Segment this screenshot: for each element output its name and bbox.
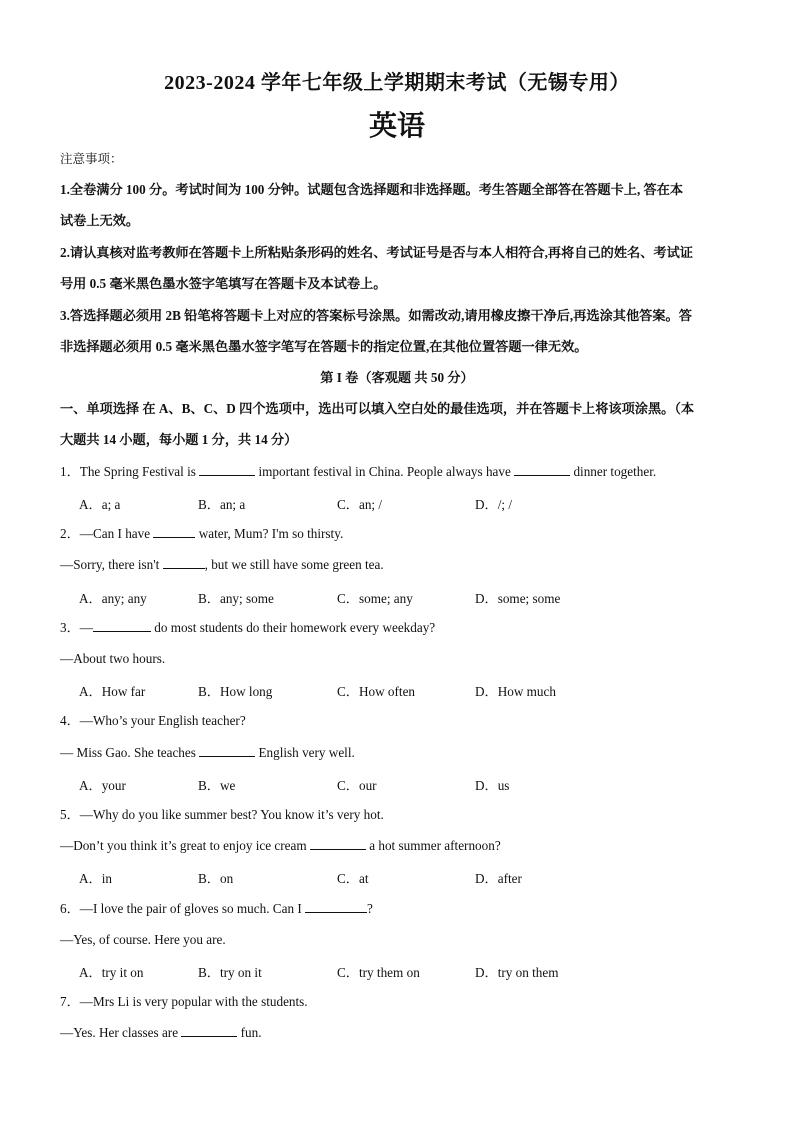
question-4-option-b: B．we: [198, 778, 236, 793]
question-4-line-2: [60, 744, 740, 762]
question-text: ?: [367, 901, 373, 916]
question-text: water, Mum? I'm so thirsty.: [195, 526, 344, 541]
question-2-line-1: [60, 525, 740, 543]
question-5-option-b: B．on: [198, 871, 234, 886]
question-6-option-a: A．try it on: [79, 965, 144, 980]
notice-item-1-line-1: 1.全卷满分 100 分。考试时间为 100 分钟。试题包含选择题和非选择题。考生答题全部答在答题卡上, 答在本: [60, 182, 684, 197]
question-text: —About two hours.: [60, 651, 166, 666]
question-1-line-1: [60, 463, 740, 481]
answer-blank: [305, 900, 367, 913]
section-title: 第 I 卷（客观题 共 50 分）: [320, 370, 474, 385]
question-5-line-1: [60, 806, 740, 824]
question-3-line-1: [60, 619, 740, 637]
notice-item-2-line-1: 2.请认真核对监考教师在答题卡上所粘贴条形码的姓名、考试证号是否与本人相符合,再将自己的姓名、考试证: [60, 245, 693, 260]
question-7-line-1: [60, 993, 740, 1011]
question-text: do most students do their homework every weekday?: [150, 620, 436, 635]
subject-title: 英语: [368, 111, 425, 142]
question-text: 3．—: [60, 620, 93, 635]
question-5-line-2: [60, 837, 740, 855]
question-text: —Sorry, there isn't: [60, 557, 163, 572]
question-text: — Miss Gao. She teaches: [60, 745, 200, 760]
answer-blank: [163, 556, 205, 569]
question-4-option-d: D．us: [475, 778, 510, 793]
question-text: fun.: [237, 1025, 262, 1040]
question-6-option-c: C．try them on: [337, 965, 420, 980]
answer-blank: [199, 744, 255, 757]
question-3-option-b: B．How long: [198, 684, 273, 699]
question-3-option-c: C．How often: [337, 684, 416, 699]
question-text: dinner together.: [570, 464, 657, 479]
notice-item-3-line-2: 非选择题必须用 0.5 毫米黑色墨水签字笔写在答题卡的指定位置,在其他位置答题一律无效。: [60, 339, 588, 354]
question-5-option-a: A．in: [79, 871, 112, 886]
question-1-option-d: D．/; /: [475, 497, 512, 512]
question-text: —Yes, of course. Here you are.: [60, 932, 226, 947]
question-5-option-d: D．after: [475, 871, 522, 886]
notice-item-1-line-2: 试卷上无效。: [60, 213, 140, 228]
question-text: 2．—Can I have: [60, 526, 154, 541]
question-text: 5．—Why do you like summer best? You know it’s very hot.: [60, 807, 384, 822]
question-text: , but we still have some green tea.: [204, 557, 384, 572]
question-1-option-b: B．an; a: [198, 497, 246, 512]
question-2-line-2: [60, 556, 740, 574]
question-1-option-a: A．a; a: [79, 497, 121, 512]
question-text: English very well.: [255, 745, 355, 760]
question-6-line-2: [60, 931, 740, 949]
question-1-option-c: C．an; /: [337, 497, 383, 512]
answer-blank: [181, 1024, 237, 1037]
answer-blank: [199, 463, 255, 476]
question-text: 4．—Who’s your English teacher?: [60, 713, 246, 728]
question-7-line-2: [60, 1024, 740, 1042]
question-6-option-d: D．try on them: [475, 965, 559, 980]
notice-item-2-line-2: 号用 0.5 毫米黑色墨水签字笔填写在答题卡及本试卷上。: [60, 276, 387, 291]
question-3-option-a: A．How far: [79, 684, 146, 699]
exam-title: 2023-2024 学年七年级上学期期末考试（无锡专用）: [164, 72, 630, 94]
question-4-line-1: [60, 712, 740, 730]
question-text: 7．—Mrs Li is very popular with the students.: [60, 994, 308, 1009]
answer-blank: [514, 463, 570, 476]
question-3-option-d: D．How much: [475, 684, 556, 699]
question-text: —Yes. Her classes are: [60, 1025, 182, 1040]
question-6-line-1: [60, 900, 740, 918]
answer-blank: [153, 525, 195, 538]
answer-blank: [310, 837, 366, 850]
question-2-option-d: D．some; some: [475, 591, 561, 606]
question-3-line-2: [60, 650, 740, 668]
answer-blank: [93, 619, 151, 632]
question-2-option-c: C．some; any: [337, 591, 413, 606]
question-4-option-c: C．our: [337, 778, 377, 793]
question-text: 1．The Spring Festival is: [60, 464, 200, 479]
question-4-option-a: A．your: [79, 778, 126, 793]
question-5-option-c: C．at: [337, 871, 369, 886]
notice-item-3-line-1: 3.答选择题必须用 2B 铅笔将答题卡上对应的答案标号涂黑。如需改动,请用橡皮擦干净后,再选涂其他答案。答: [60, 308, 692, 323]
question-6-option-b: B．try on it: [198, 965, 262, 980]
question-text: important festival in China. People always have: [255, 464, 515, 479]
question-2-option-a: A．any; any: [79, 591, 147, 606]
question-2-option-b: B．any; some: [198, 591, 274, 606]
part1-instruction-line-1: 一、单项选择 在 A、B、C、D 四个选项中，选出可以填入空白处的最佳选项，并在答题卡上将该项涂黑。（本: [60, 401, 695, 416]
part1-instruction-line-2: 大题共 14 小题，每小题 1 分，共 14 分）: [60, 432, 298, 447]
question-text: a hot summer afternoon?: [365, 838, 501, 853]
question-text: 6．—I love the pair of gloves so much. Can I: [60, 901, 306, 916]
notice-heading: 注意事项：: [60, 152, 123, 166]
question-text: —Don’t you think it’s great to enjoy ice cream: [60, 838, 310, 853]
